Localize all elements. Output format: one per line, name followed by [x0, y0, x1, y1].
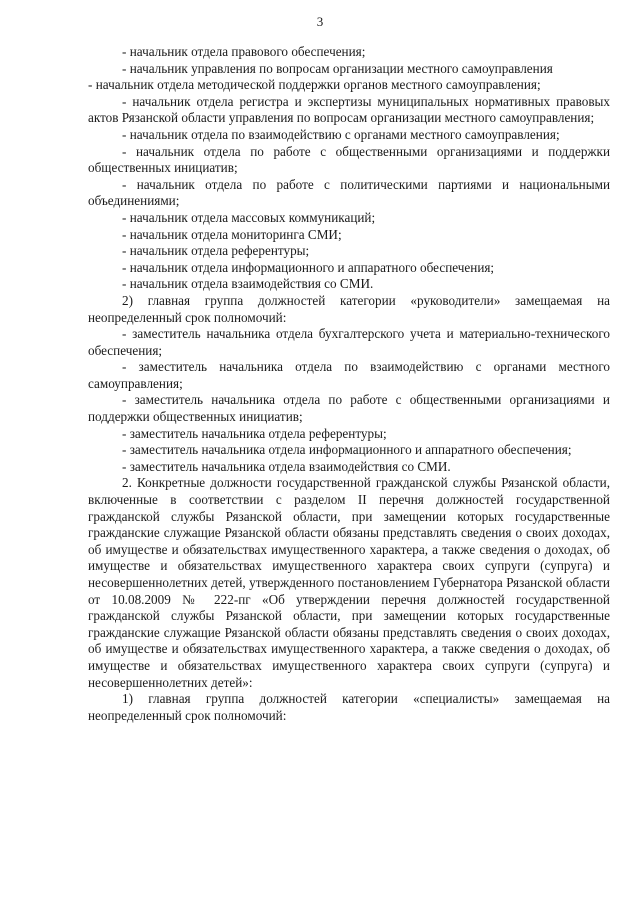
list-item: - начальник управления по вопросам организации местного самоуправления	[122, 60, 553, 76]
section-heading: 2) главная группа должностей категории «руководители» замещаемая на неопределенный срок полномочий:	[88, 292, 610, 325]
document-body	[88, 44, 610, 724]
list-item: - начальник отдела массовых коммуникаций;	[122, 209, 376, 225]
list-item: - начальник отдела мониторинга СМИ;	[122, 226, 342, 242]
list-item: - начальник отдела методической поддержки органов местного самоуправления;	[88, 77, 541, 93]
list-item: - начальник отдела референтуры;	[122, 243, 310, 259]
list-item: - начальник отдела правового обеспечения;	[122, 44, 366, 59]
list-item: - заместитель начальника отдела по взаимодействию с органами местного самоуправления;	[88, 359, 610, 391]
list-item: - заместитель начальника отдела информационного и аппаратного обеспечения;	[122, 442, 572, 458]
list-item: - начальник отдела взаимодействия со СМИ.	[122, 276, 374, 292]
list-item: - начальник отдела регистра и экспертизы муниципальных нормативных правовых актов Рязанской области управления по вопросам организации местного самоуправления;	[88, 93, 610, 126]
page-number: 3	[316, 14, 324, 29]
body-paragraph: 2. Конкретные должности государственной гражданской службы Рязанской области, включенные в соответствии с разделом II перечня должностей государственной гражданской службы Рязанской области, при замещении которых государственные гражданские служащие Рязанской области обязаны представлять сведения о своих доходах, об имуществе и обязательствах имущественного характера, а также сведения о доходах, об имуществе и обязательствах имущественного характера своих супруги (супруга) и несовершеннолетних детей, утвержденного постановлением Губернатора Рязанской области от 10.08.2009 № 222-пг «Об утверждении перечня должностей государственной гражданской службы Рязанской области, при замещении которых государственные гражданские служащие Рязанской области обязаны представлять сведения о своих доходах, об имуществе и обязательствах имущественного характера, а также сведения о доходах, об имуществе и обязательствах имущественного характера своих супруги (супруга) и несовершеннолетних детей»:	[88, 475, 610, 690]
list-item: - начальник отдела по взаимодействию с органами местного самоуправления;	[122, 126, 560, 142]
list-item: - заместитель начальника отдела бухгалтерского учета и материально-технического обеспечения;	[88, 326, 610, 358]
list-item: - заместитель начальника отдела референтуры;	[122, 425, 387, 441]
section-heading: 1) главная группа должностей категории «специалисты» замещаемая на неопределенный срок полномочий:	[88, 691, 610, 723]
list-item: - заместитель начальника отдела взаимодействия со СМИ.	[122, 458, 451, 474]
list-item: - начальник отдела информационного и аппаратного обеспечения;	[122, 259, 495, 275]
list-item: - начальник отдела по работе с политическими партиями и национальными объединениями;	[88, 176, 610, 209]
list-item: - начальник отдела по работе с общественными организациями и поддержки общественных инициатив;	[88, 143, 610, 176]
list-item: - заместитель начальника отдела по работе с общественными организациями и поддержки общественных инициатив;	[88, 392, 610, 425]
